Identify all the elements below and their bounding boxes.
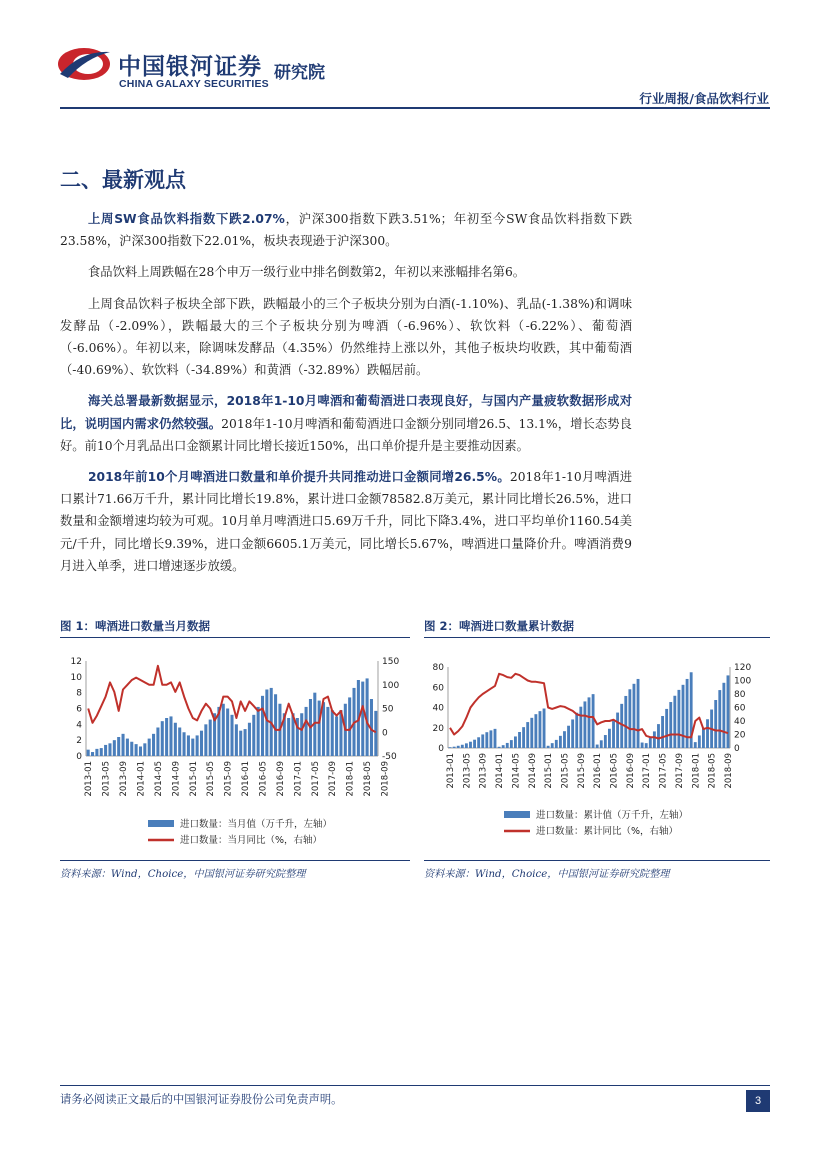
bar [571,719,574,748]
x-tick-label: 2017-09 [674,753,685,789]
bar [204,724,207,756]
figure-1-title: 图 1：啤酒进口数量当月数据 [60,619,211,633]
institute-name: 研究院 [274,63,325,83]
bar [87,750,90,756]
y-left-tick-label: 4 [76,720,82,731]
bar [649,738,652,748]
paragraph-lead: 海关总署最新数据显示，2018年1-10月啤酒和葡萄酒进口表现良好，与国内产量疲软数据形成对比，说明国内需求仍然较强。 [60,394,632,431]
x-tick-label: 2015-09 [576,753,587,789]
paragraph-text: 上周食品饮料子板块全部下跌，跌幅最小的三个子板块分别为白酒(-1.10%)、乳品(-1.38%)和调味发酵品（-2.09%），跌幅最大的三个子板块分别为啤酒（-6.96%）、软饮料（-6.22%）、葡萄酒（-6.06%）。年初以来，除调味发酵品（4.35%）仍然维持上涨以外，其他子板块均收跌，其中葡萄酒（-40.69%）、软饮料（-34.89%）和黄酒（-32.89%）跌幅居前。 [60,296,632,378]
bar [183,732,186,756]
bar [727,675,730,748]
bar [547,746,550,748]
bar [126,739,129,756]
bar [555,740,558,748]
bar [645,743,648,748]
bar [113,740,116,756]
bar [122,734,125,756]
figure-2-title: 图 2：啤酒进口数量累计数据 [424,619,575,633]
x-tick-label: 2018-05 [707,753,718,789]
y-left-tick-label: 60 [432,683,444,694]
bar [608,729,611,748]
bar [588,697,591,748]
bar [161,721,164,756]
bar [604,735,607,748]
x-tick-label: 2016-09 [275,761,286,797]
figure-1-source: 资料来源：Wind，Choice，中国银河证券研究院整理 [60,869,306,880]
bar [706,719,709,748]
bar [209,720,212,756]
bar [326,707,329,756]
bar [95,749,98,756]
bar [148,739,151,756]
bar [191,739,194,756]
figure-bottom-rule-2 [424,860,770,861]
bar [641,743,644,748]
bar [465,743,468,748]
bar [612,721,615,748]
bar [657,724,660,748]
bar [653,731,656,748]
bar [244,729,247,756]
bar [530,718,533,748]
bar [498,747,501,748]
y-left-tick-label: 0 [438,744,444,754]
x-tick-label: 2014-09 [171,761,182,797]
x-tick-label: 2015-09 [223,761,234,797]
bar [156,728,159,757]
bar [514,736,517,748]
y-right-tick-label: 60 [734,703,746,714]
chart-cumulative-beer-import [424,645,770,855]
footer-disclaimer: 请务必阅读正文最后的中国银河证券股份公司免责声明。 [60,1093,343,1106]
brand-name-cn: 中国银河证券 [118,54,262,80]
chart-monthly-beer-import [60,645,410,855]
bar [374,711,377,756]
paragraph-text: 2018年1-10月啤酒和葡萄酒进口金额分别同增26.5、13.1%，增长态势良好。前10个月乳品出口金额累计同比增长接近150%，出口单价提升是主要推动因素。 [60,416,632,453]
y-left-tick-label: 8 [76,688,82,699]
x-tick-label: 2015-01 [188,761,199,797]
bar [449,747,452,748]
bar [526,722,529,748]
section-title: 二、最新观点 [60,168,186,192]
x-tick-label: 2014-05 [511,753,522,789]
y-left-tick-label: 40 [432,703,444,714]
x-tick-label: 2017-01 [642,753,653,789]
bar [165,718,168,756]
y-right-tick-label: 0 [734,744,740,754]
x-tick-label: 2016-01 [241,761,252,797]
bar [252,715,255,756]
x-tick-label: 2018-09 [380,761,391,797]
page-number: 3 [746,1090,770,1112]
bar [669,702,672,748]
x-tick-label: 2016-01 [593,753,604,789]
x-tick-label: 2013-05 [101,761,112,797]
paragraph [60,261,632,283]
bar [178,728,181,757]
x-tick-label: 2013-01 [446,753,456,789]
figure-top-rule-1 [60,637,410,638]
bar [235,724,238,756]
bar [287,718,290,756]
bar [300,713,303,756]
legend-label: 进口数量：累计同比（%，右轴） [536,826,679,837]
x-tick-label: 2015-05 [206,761,217,797]
bar [461,745,464,748]
report-type: 行业周报/食品饮料行业 [639,91,769,106]
bar [130,742,133,756]
bar [143,743,146,756]
paragraph [60,466,632,577]
x-tick-label: 2017-05 [658,753,669,789]
bar [522,727,525,748]
y-right-tick-label: 100 [382,680,400,691]
bar [694,742,697,748]
x-tick-label: 2017-05 [310,761,321,797]
x-tick-label: 2018-09 [724,753,734,789]
y-left-tick-label: 80 [432,663,444,673]
bar [592,694,595,748]
y-right-tick-label: 120 [734,663,752,673]
bar [230,715,233,756]
bar [200,731,203,756]
bar [477,737,480,748]
bar [361,682,364,756]
bar [196,735,199,756]
bar [169,716,172,756]
x-tick-label: 2013-05 [462,753,473,789]
bar [665,709,668,748]
bar [698,735,701,748]
x-tick-label: 2014-05 [153,761,164,797]
paragraph-text: 食品饮料上周跌幅在28个申万一级行业中排名倒数第2，年初以来涨幅排名第6。 [88,265,526,280]
bar [494,729,497,748]
y-right-tick-label: 40 [734,717,746,727]
bar [502,745,505,748]
bar [563,731,566,748]
y-right-tick-label: 80 [734,690,746,700]
x-tick-label: 2015-01 [544,753,555,789]
bar [624,696,627,748]
bar [539,711,542,748]
bar [677,690,680,748]
paragraph [60,208,632,252]
bar [702,728,705,748]
bar [714,700,717,748]
y-left-tick-label: 12 [70,657,82,667]
paragraph [60,293,632,382]
legend-label: 进口数量：当月同比（%，右轴） [180,835,323,846]
y-left-tick-label: 10 [70,672,82,683]
bar [637,679,640,748]
y-right-tick-label: 20 [734,730,746,741]
x-tick-label: 2018-05 [363,761,374,797]
bar [673,696,676,748]
y-left-tick-label: 6 [76,704,82,715]
bar [104,745,107,756]
bar [633,684,636,748]
bar [567,726,570,748]
legend-label: 进口数量：累计值（万千升，左轴） [536,810,689,821]
bar [457,746,460,748]
y-right-tick-label: -50 [382,752,397,762]
paragraph-text: 2018年1-10月啤酒进口累计71.66万千升，累计同比增长19.8%，累计进口金额78582.8万美元，累计同比增长26.5%，进口数量和金额增速均较为可观。10月单月啤酒进口5.69万千升，同比下降3.4%，进口平均单价1160.54美元/千升，同比增长9.39%，进口金额6605.1万美元，同比增长5.67%，啤酒进口量降价升。啤酒消费9月进入单季，进口增速逐步放缓。 [60,470,633,573]
y-right-tick-label: 150 [382,657,400,667]
bar [489,730,492,748]
bar [222,704,225,756]
bar [518,732,521,748]
bar [506,743,509,748]
y-right-tick-label: 100 [734,676,752,687]
x-tick-label: 2014-01 [136,761,147,797]
paragraph-lead: 上周SW食品饮料指数下跌2.07% [88,212,285,226]
bar [718,690,721,748]
bar [248,723,251,756]
bar [616,713,619,748]
bar [469,742,472,748]
brand-name-en: CHINA GALAXY SECURITIES [119,78,269,90]
paragraph [60,390,632,457]
bar [579,707,582,748]
bar [187,735,190,756]
x-tick-label: 2013-09 [478,753,489,789]
y-left-tick-label: 20 [432,723,444,734]
paragraph-text: ，沪深300指数下跌3.51%；年初至今SW食品饮料指数下跌23.58%，沪深300指数下22.01%，板块表现逊于沪深300。 [60,212,632,249]
y-left-tick-label: 0 [76,752,82,762]
bar [108,743,111,756]
bar [682,685,685,748]
y-left-tick-label: 2 [76,736,82,747]
x-tick-label: 2014-01 [495,753,506,789]
bar [534,714,537,748]
x-tick-label: 2017-09 [328,761,339,797]
bar [551,743,554,748]
x-tick-label: 2015-05 [560,753,571,789]
bar [261,696,264,756]
body-text [60,208,632,577]
bar [265,690,268,757]
bar [331,710,334,756]
bar [135,744,138,756]
bar [100,748,103,756]
bar [485,732,488,748]
x-tick-label: 2014-09 [527,753,538,789]
bar [174,723,177,756]
bar [257,707,260,756]
footer-divider [60,1085,770,1086]
bar [453,747,456,748]
x-tick-label: 2017-01 [293,761,304,797]
legend-label: 进口数量：当月值（万千升，左轴） [180,819,333,830]
bar [600,740,603,748]
legend-bar-swatch [504,811,530,818]
bar [335,716,338,756]
x-tick-label: 2013-01 [84,761,95,797]
x-tick-label: 2016-05 [258,761,269,797]
x-tick-label: 2016-09 [625,753,636,789]
bar [318,701,321,756]
figure-top-rule-2 [424,637,770,638]
bar [543,709,546,748]
bar [722,683,725,748]
galaxy-logo-icon [52,44,112,84]
bar [628,689,631,748]
x-tick-label: 2016-05 [609,753,620,789]
legend-bar-swatch [148,820,174,827]
header [0,0,827,110]
bar [510,740,513,748]
x-tick-label: 2018-01 [691,753,702,789]
figure-bottom-rule-1 [60,860,410,861]
y-right-tick-label: 50 [382,704,394,715]
bar [152,734,155,756]
bar [481,734,484,748]
bar [226,709,229,757]
bar [139,747,142,757]
bar [559,736,562,748]
x-tick-label: 2013-09 [119,761,129,797]
bar [473,740,476,748]
header-divider [60,107,770,109]
paragraph-lead: 2018年前10个月啤酒进口数量和单价提升共同推动进口金额同增26.5%。 [88,470,510,485]
bar [117,737,120,756]
bar [91,752,94,756]
x-tick-label: 2018-01 [345,761,356,797]
bar [239,731,242,756]
bar [305,707,308,756]
bar [596,745,599,748]
figure-2-source: 资料来源：Wind，Choice，中国银河证券研究院整理 [424,869,670,880]
bar [575,713,578,748]
bar [274,694,277,756]
bar [583,701,586,748]
bar [661,716,664,748]
y-right-tick-label: 0 [382,728,388,739]
